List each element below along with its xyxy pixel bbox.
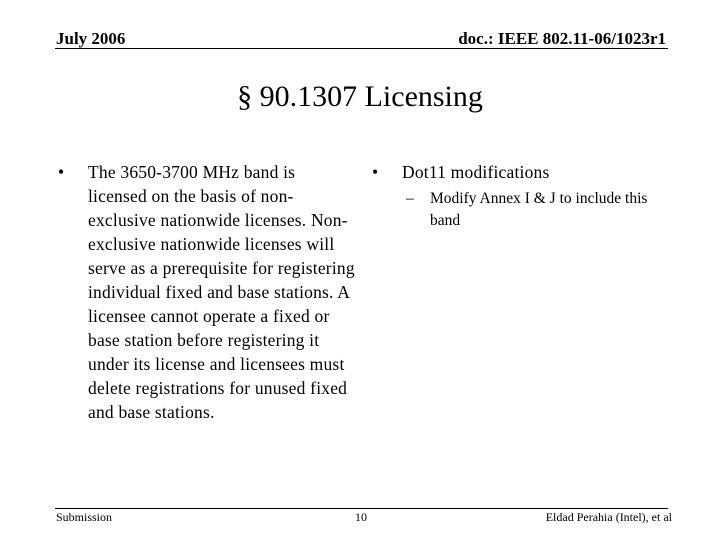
bullet-icon: • [58,162,65,182]
left-bullet [56,160,356,424]
left-bullet-text: The 3650-3700 MHz band is licensed on the basis of non-exclusive nationwide licenses. Non-exclusive nationwide licenses will serve as a prerequisite for registering individual fixed and base stations. A licensee cannot operate a fixed or base station before registering it under its license and licensees must delete registrations for unused fixed and base stations. [88,162,355,422]
left-column [56,160,356,424]
header-doc-id: doc.: IEEE 802.11-06/1023r1 [458,29,666,48]
slide-title: § 90.1307 Licensing [237,80,483,113]
right-column [370,160,680,232]
footer-submission: Submission [56,510,113,524]
footer-author: Eldad Perahia (Intel), et al [545,510,672,524]
dash-icon: – [406,190,414,207]
bullet-icon: • [372,162,379,182]
footer-divider [55,508,668,509]
right-sub-bullet [370,188,680,232]
footer-page-number: 10 [355,510,367,524]
header-divider [55,48,668,49]
right-bullet [370,160,680,184]
header-date: July 2006 [56,29,126,48]
right-sub-bullet-text: Modify Annex I & J to include this band [430,190,648,229]
right-bullet-text: Dot11 modifications [402,162,550,182]
